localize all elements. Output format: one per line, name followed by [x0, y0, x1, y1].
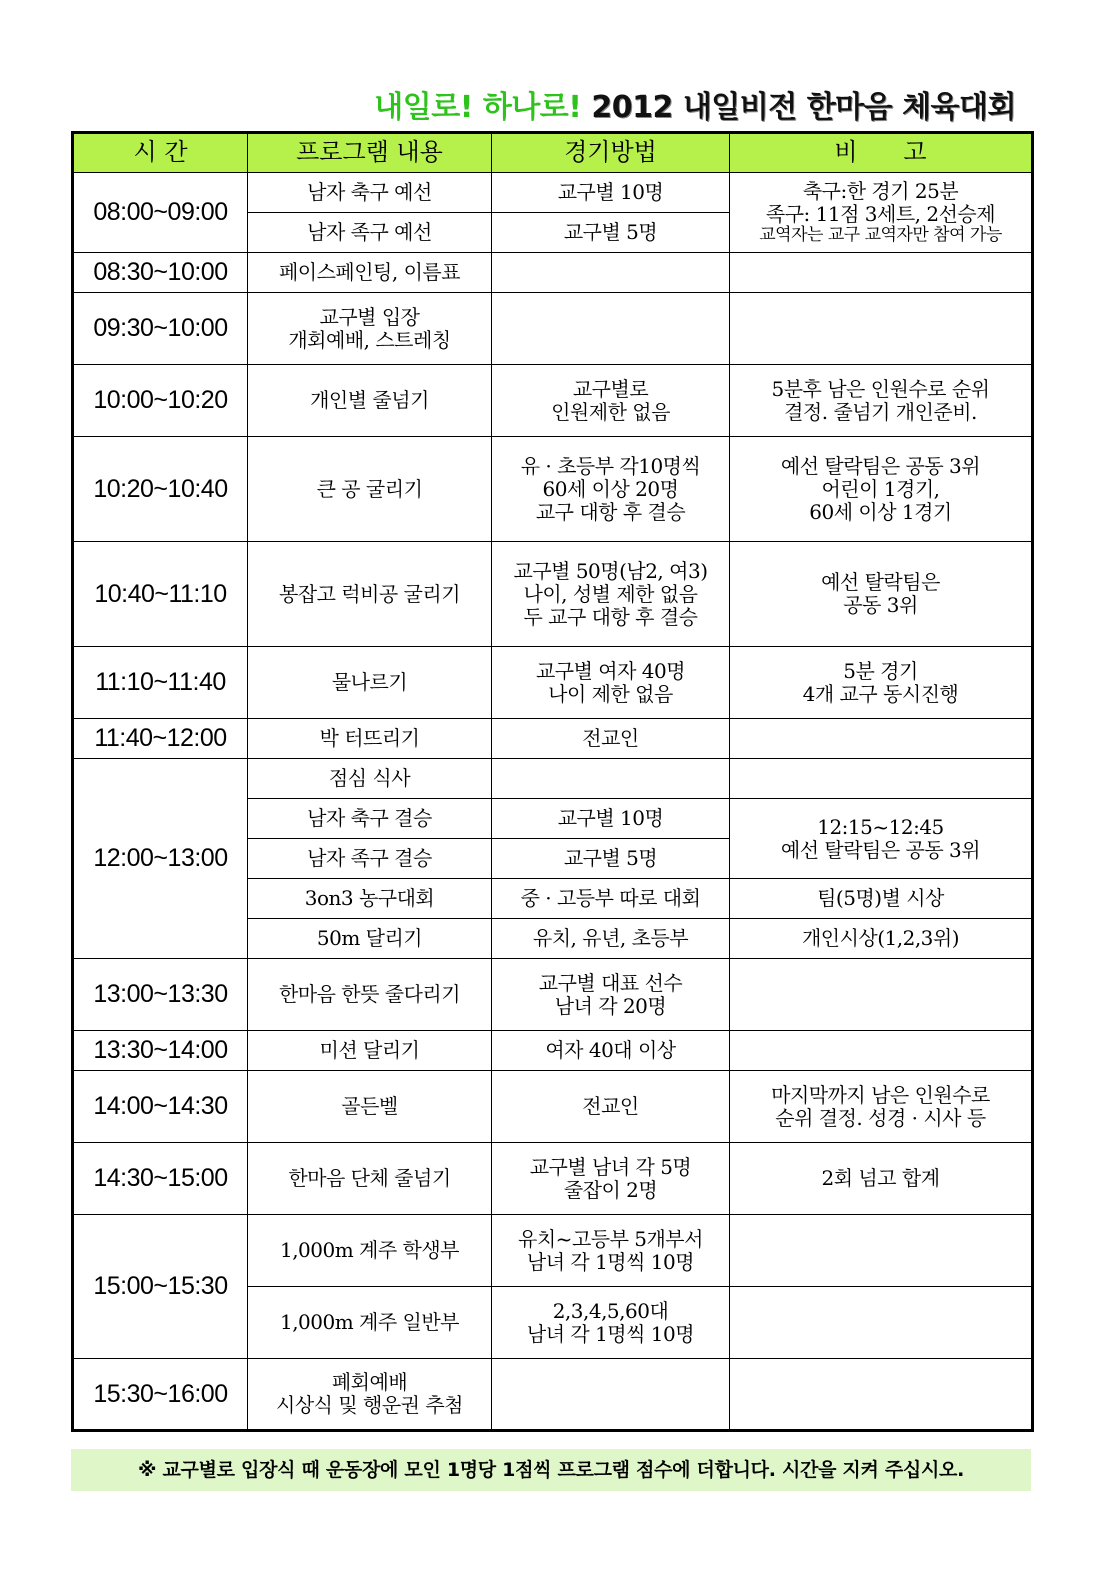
program-cell: 큰 공 굴리기: [248, 437, 492, 542]
header-program: 프로그램 내용: [248, 133, 492, 173]
time-cell: 09:30~10:00: [73, 293, 248, 365]
program-cell: 봉잡고 럭비공 굴리기: [248, 542, 492, 647]
method-cell: 교구별 대표 선수 남녀 각 20명: [492, 959, 730, 1031]
note-cell: [730, 1215, 1033, 1287]
table-row: [73, 293, 1033, 365]
program-cell: 박 터뜨리기: [248, 719, 492, 759]
time-cell: 10:20~10:40: [73, 437, 248, 542]
method-cell: 유 · 초등부 각10명씩 60세 이상 20명 교구 대항 후 결승: [492, 437, 730, 542]
program-cell: 물나르기: [248, 647, 492, 719]
header-note: 비 고: [730, 133, 1033, 173]
page-title: [374, 82, 1016, 126]
note-cell: 개인시상(1,2,3위): [730, 919, 1033, 959]
note-cell: [730, 719, 1033, 759]
header-time: 시 간: [73, 133, 248, 173]
program-cell: 페이스페인팅, 이름표: [248, 253, 492, 293]
program-cell: 3on3 농구대회: [248, 879, 492, 919]
program-cell: 골든벨: [248, 1071, 492, 1143]
method-cell: 교구별 5명: [492, 839, 730, 879]
note-cell: 축구:한 경기 25분 족구: 11점 3세트, 2선승제 교역자는 교구 교역자만 참여 가능: [730, 173, 1033, 253]
method-cell: [492, 253, 730, 293]
note-cell: [730, 253, 1033, 293]
note-cell: [730, 959, 1033, 1031]
note-cell: [730, 293, 1033, 365]
note-cell: 5분후 남은 인원수로 순위 결정. 줄넘기 개인준비.: [730, 365, 1033, 437]
table-row: [73, 437, 1033, 542]
table-row: [73, 647, 1033, 719]
table-row: [73, 1031, 1033, 1071]
note-cell: 12:15~12:45 예선 탈락팀은 공동 3위: [730, 799, 1033, 879]
method-cell: 교구별 10명: [492, 173, 730, 213]
note-cell: [730, 1287, 1033, 1359]
schedule-table: [71, 131, 1034, 1432]
method-cell: 교구별 남녀 각 5명 줄잡이 2명: [492, 1143, 730, 1215]
time-cell: 13:30~14:00: [73, 1031, 248, 1071]
time-cell: 15:30~16:00: [73, 1359, 248, 1431]
method-cell: [492, 293, 730, 365]
table-row: [73, 959, 1033, 1031]
header-method: 경기방법: [492, 133, 730, 173]
note-cell: 2회 넘고 합계: [730, 1143, 1033, 1215]
program-cell: 점심 식사: [248, 759, 492, 799]
table-row: [73, 759, 1033, 799]
table-row: [73, 1215, 1033, 1287]
time-cell: 12:00~13:00: [73, 759, 248, 959]
title-event: 2012 내일비전 한마음 체육대회: [591, 90, 1016, 125]
program-cell: 한마음 한뜻 줄다리기: [248, 959, 492, 1031]
method-cell: 전교인: [492, 1071, 730, 1143]
note-cell: 예선 탈락팀은 공동 3위 어린이 1경기, 60세 이상 1경기: [730, 437, 1033, 542]
method-cell: 유치~고등부 5개부서 남녀 각 1명씩 10명: [492, 1215, 730, 1287]
time-cell: 13:00~13:30: [73, 959, 248, 1031]
table-header-row: [73, 133, 1033, 173]
table-row: [73, 253, 1033, 293]
table-row: [73, 1071, 1033, 1143]
time-cell: 08:00~09:00: [73, 173, 248, 253]
note-cell: 5분 경기 4개 교구 동시진행: [730, 647, 1033, 719]
note-cell: [730, 1359, 1033, 1431]
method-cell: 전교인: [492, 719, 730, 759]
program-cell: 교구별 입장 개회예배, 스트레칭: [248, 293, 492, 365]
method-cell: 유치, 유년, 초등부: [492, 919, 730, 959]
method-cell: 교구별 10명: [492, 799, 730, 839]
table-row: [73, 542, 1033, 647]
program-cell: 남자 축구 예선: [248, 173, 492, 213]
program-cell: 남자 축구 결승: [248, 799, 492, 839]
title-slogan: 내일로! 하나로!: [374, 90, 582, 125]
method-cell: 교구별 여자 40명 나이 제한 없음: [492, 647, 730, 719]
table-row: [73, 173, 1033, 213]
program-cell: 50m 달리기: [248, 919, 492, 959]
time-cell: 11:10~11:40: [73, 647, 248, 719]
program-cell: 미션 달리기: [248, 1031, 492, 1071]
program-cell: 남자 족구 예선: [248, 213, 492, 253]
note-cell: [730, 1031, 1033, 1071]
method-cell: 2,3,4,5,60대 남녀 각 1명씩 10명: [492, 1287, 730, 1359]
method-cell: [492, 759, 730, 799]
method-cell: 교구별로 인원제한 없음: [492, 365, 730, 437]
method-cell: 여자 40대 이상: [492, 1031, 730, 1071]
footer-notice: ※ 교구별로 입장식 때 운동장에 모인 1명당 1점씩 프로그램 점수에 더합니다. 시간을 지켜 주십시오.: [71, 1449, 1031, 1491]
note-cell: 팀(5명)별 시상: [730, 879, 1033, 919]
program-cell: 남자 족구 결승: [248, 839, 492, 879]
program-cell: 개인별 줄넘기: [248, 365, 492, 437]
table-row: [73, 719, 1033, 759]
method-cell: 중 · 고등부 따로 대회: [492, 879, 730, 919]
program-cell: 1,000m 계주 일반부: [248, 1287, 492, 1359]
method-cell: 교구별 50명(남2, 여3) 나이, 성별 제한 없음 두 교구 대항 후 결승: [492, 542, 730, 647]
time-cell: 10:40~11:10: [73, 542, 248, 647]
time-cell: 08:30~10:00: [73, 253, 248, 293]
program-cell: 한마음 단체 줄넘기: [248, 1143, 492, 1215]
method-cell: 교구별 5명: [492, 213, 730, 253]
time-cell: 11:40~12:00: [73, 719, 248, 759]
note-cell: 마지막까지 남은 인원수로 순위 결정. 성경 · 시사 등: [730, 1071, 1033, 1143]
note-cell: [730, 759, 1033, 799]
note-cell: 예선 탈락팀은 공동 3위: [730, 542, 1033, 647]
method-cell: [492, 1359, 730, 1431]
time-cell: 10:00~10:20: [73, 365, 248, 437]
program-cell: 1,000m 계주 학생부: [248, 1215, 492, 1287]
table-row: [73, 1359, 1033, 1431]
table-row: [73, 365, 1033, 437]
program-cell: 폐회예배 시상식 및 행운권 추첨: [248, 1359, 492, 1431]
table-row: [73, 1143, 1033, 1215]
time-cell: 14:30~15:00: [73, 1143, 248, 1215]
time-cell: 14:00~14:30: [73, 1071, 248, 1143]
time-cell: 15:00~15:30: [73, 1215, 248, 1359]
